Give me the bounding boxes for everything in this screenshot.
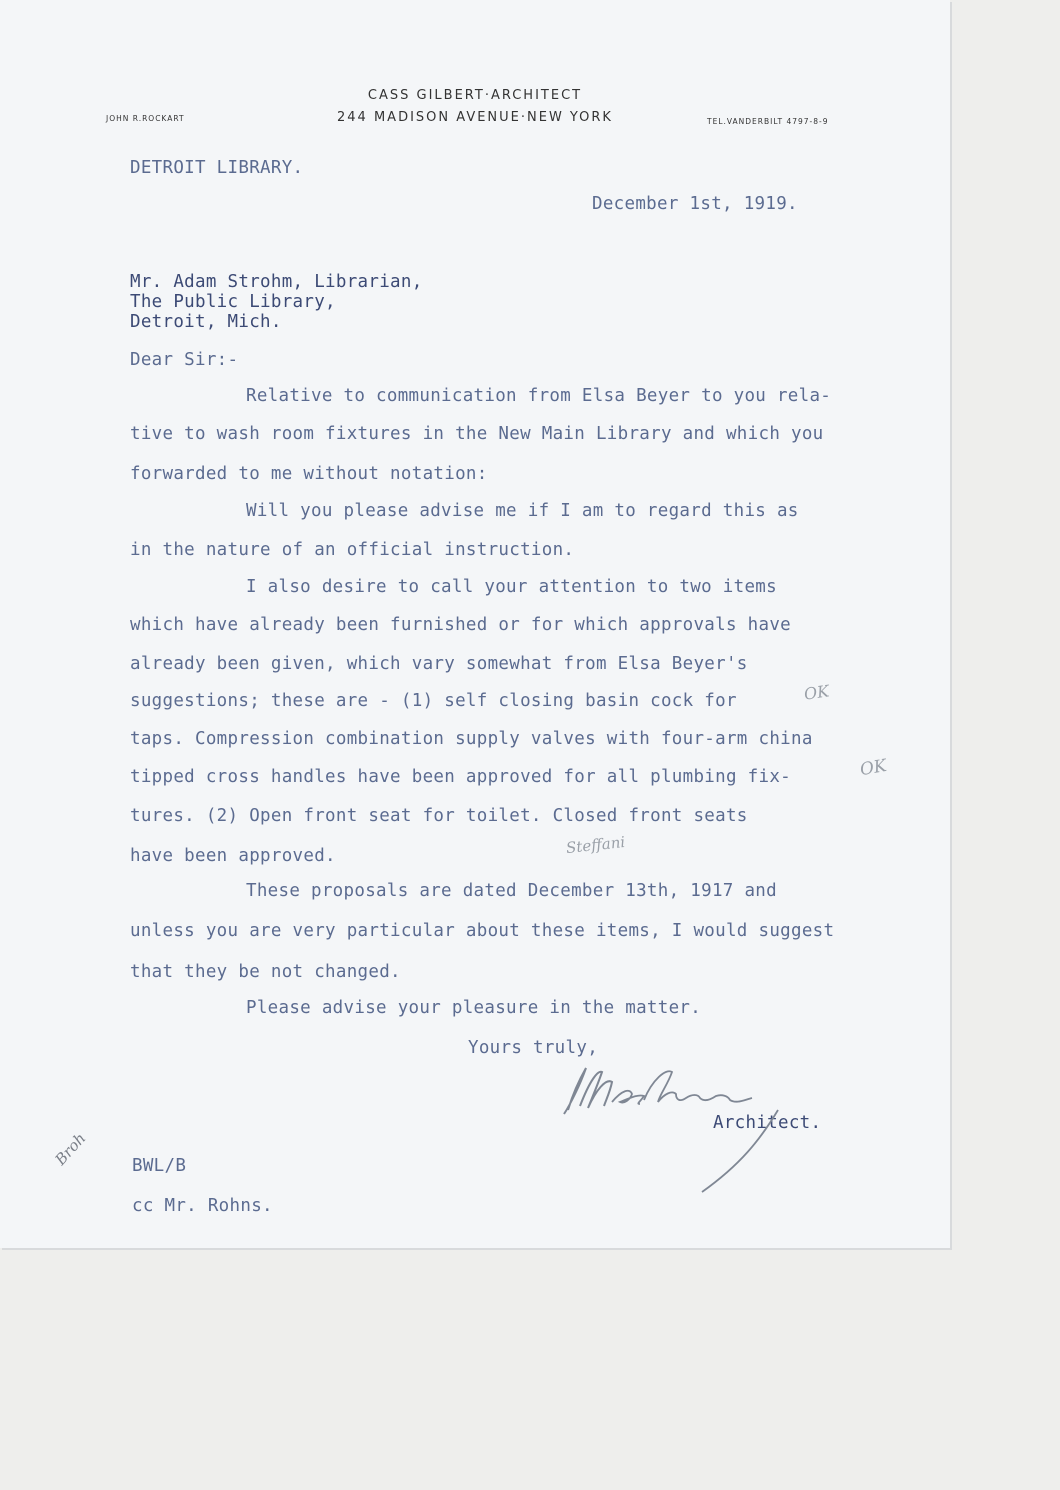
body-line: tive to wash room fixtures in the New Main Library and which you <box>130 424 824 444</box>
body-line: I also desire to call your attention to two items <box>246 577 777 597</box>
closing: Yours truly, <box>468 1038 599 1058</box>
body-line: in the nature of an official instruction. <box>130 540 575 560</box>
body-line: taps. Compression combination supply valves with four-arm china <box>130 729 813 749</box>
body-line: unless you are very particular about these items, I would suggest <box>130 921 835 941</box>
body-line: Relative to communication from Elsa Beyer to you rela- <box>246 386 832 406</box>
letterhead-address: 244 MADISON AVENUE·NEW YORK <box>337 110 613 125</box>
handwritten-ok-note: OK <box>858 755 889 781</box>
body-line: These proposals are dated December 13th, 1917 and <box>246 881 777 901</box>
body-line: forwarded to me without notation: <box>130 464 488 484</box>
body-line: already been given, which vary somewhat from Elsa Beyer's <box>130 654 748 674</box>
recipient-line: The Public Library, <box>130 292 336 312</box>
handwritten-left-note: Broh <box>51 1129 90 1169</box>
letterhead-firm: CASS GILBERT·ARCHITECT <box>367 88 583 103</box>
body-line: Will you please advise me if I am to regard this as <box>246 501 799 521</box>
signature-title: Architect. <box>713 1113 822 1133</box>
letterhead-left: JOHN R.ROCKART <box>106 114 185 123</box>
subject-line: DETROIT LIBRARY. <box>130 158 304 178</box>
typist-initials: BWL/B <box>132 1156 187 1176</box>
letterhead-phone: TEL.VANDERBILT 4797-8-9 <box>707 117 829 126</box>
salutation: Dear Sir:- <box>130 350 239 370</box>
body-line: that they be not changed. <box>130 962 401 982</box>
body-line: suggestions; these are - (1) self closing basin cock for <box>130 691 737 711</box>
handwritten-ok-note: OK <box>802 681 831 704</box>
recipient-line: Mr. Adam Strohm, Librarian, <box>130 272 423 292</box>
body-line: have been approved. <box>130 846 336 866</box>
body-line: tures. (2) Open front seat for toilet. Closed front seats <box>130 806 748 826</box>
body-line: Please advise your pleasure in the matter. <box>246 998 702 1018</box>
body-line: tipped cross handles have been approved for all plumbing fix- <box>130 767 791 787</box>
body-line: which have already been furnished or for which approvals have <box>130 615 791 635</box>
handwritten-margin-note: Steffani <box>565 832 626 858</box>
recipient-line: Detroit, Mich. <box>130 312 282 332</box>
handwritten-signature <box>540 1050 800 1200</box>
letter-date: December 1st, 1919. <box>592 194 798 214</box>
cc-line: cc Mr. Rohns. <box>132 1196 273 1216</box>
